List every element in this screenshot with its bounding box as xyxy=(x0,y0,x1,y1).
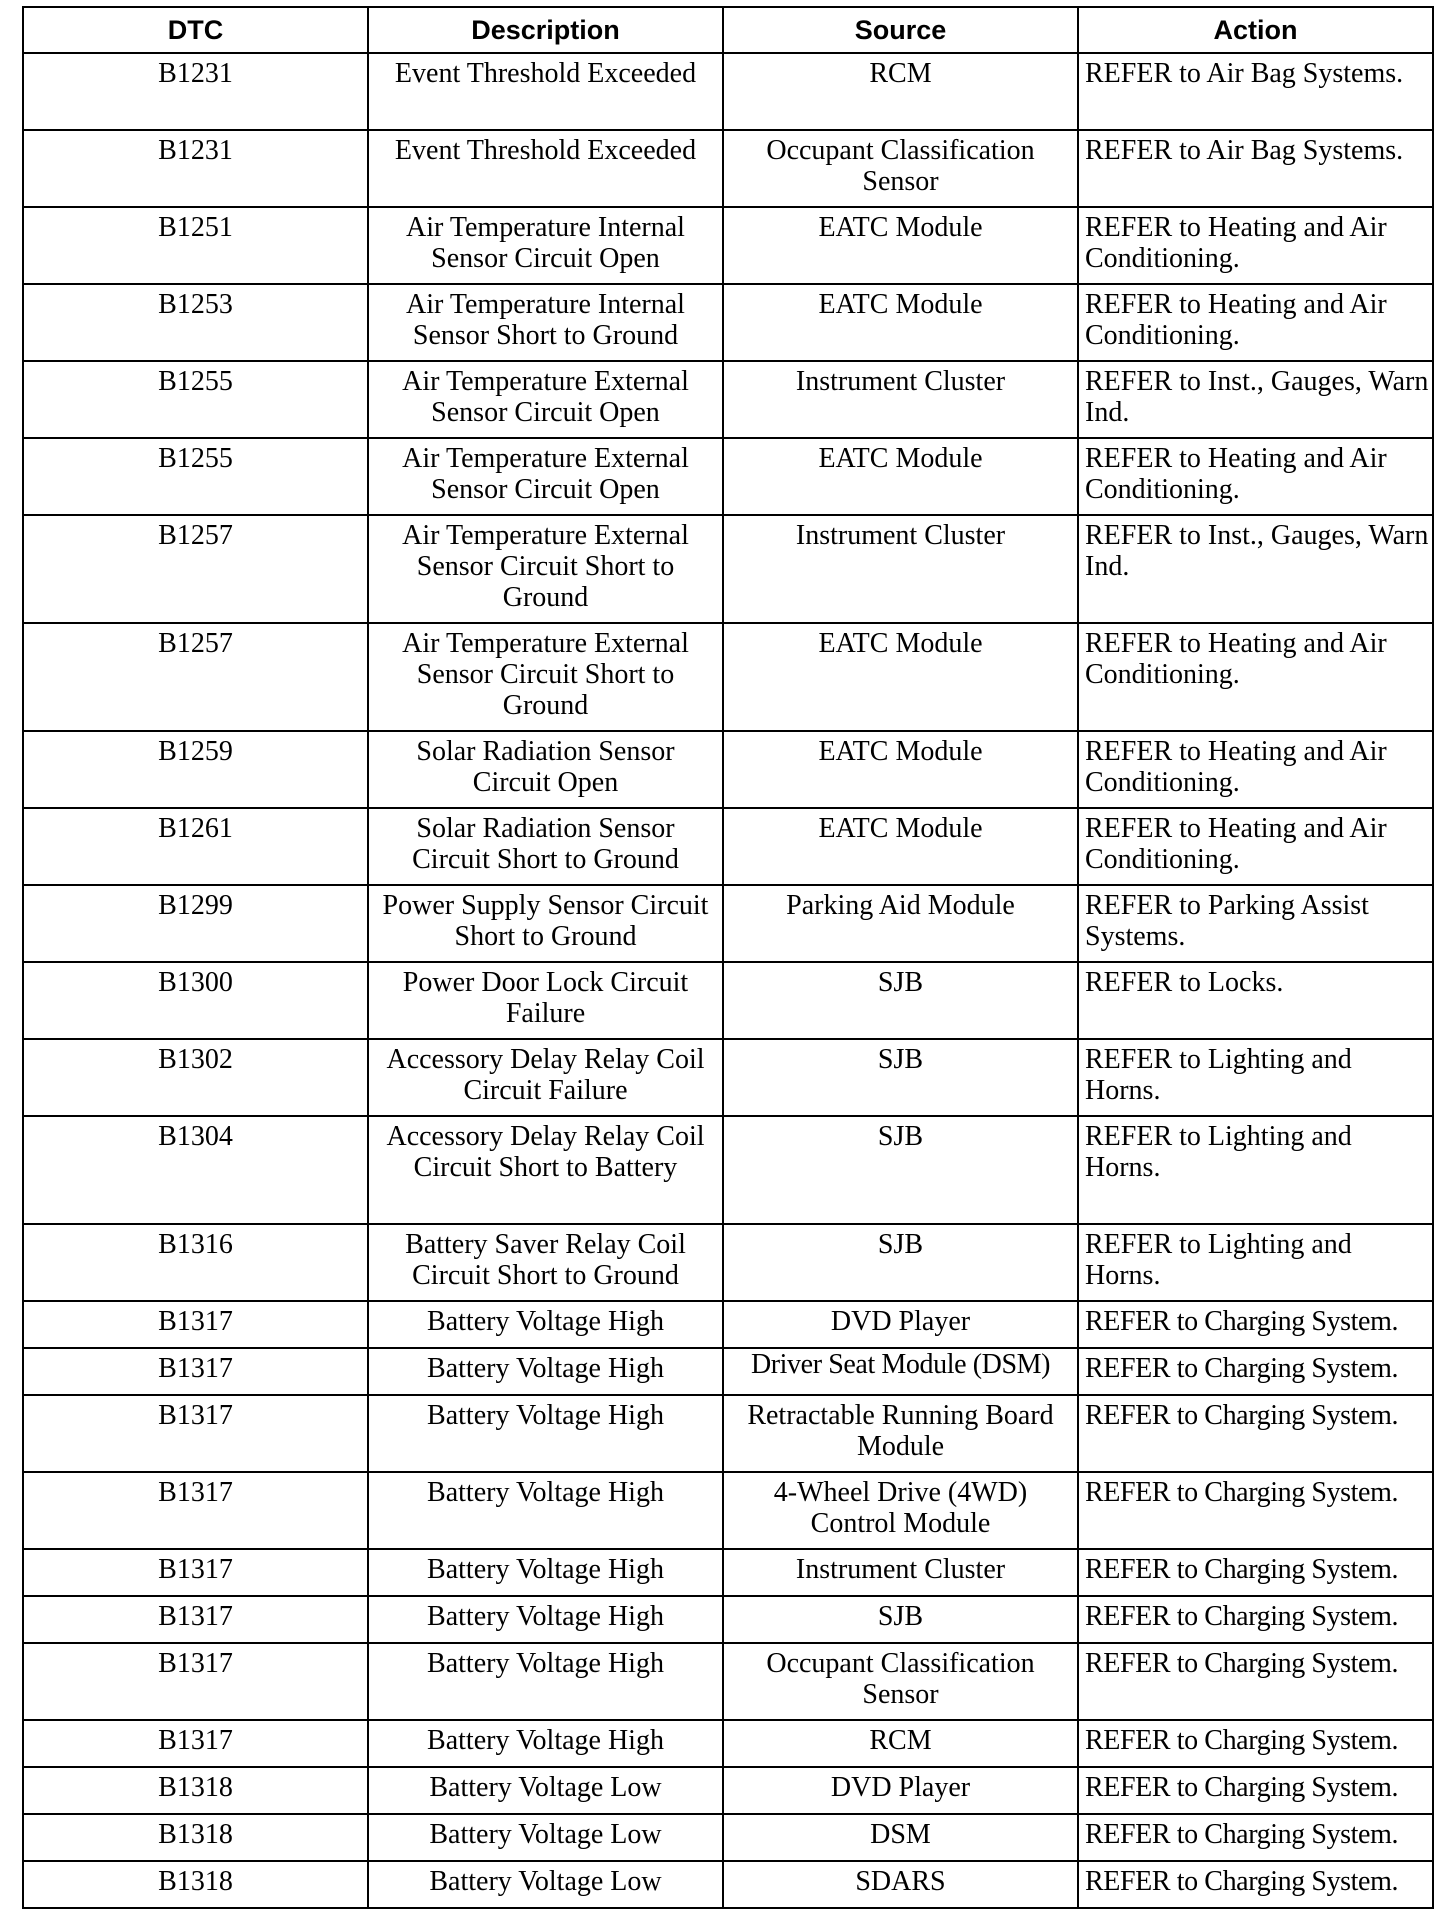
dtc-cell: B1316 xyxy=(23,1224,368,1301)
header-source: Source xyxy=(723,7,1078,53)
dtc-cell: B1317 xyxy=(23,1348,368,1395)
dtc-cell: B1317 xyxy=(23,1643,368,1720)
action-cell: REFER to Charging System. xyxy=(1078,1301,1433,1348)
action-cell: REFER to Heating and Air Conditioning. xyxy=(1078,207,1433,284)
action-cell: REFER to Air Bag Systems. xyxy=(1078,53,1433,130)
table-row xyxy=(23,1116,1433,1224)
table-row xyxy=(23,1348,1433,1395)
description-cell: Event Threshold Exceeded xyxy=(368,53,723,130)
description-cell: Battery Voltage High xyxy=(368,1596,723,1643)
description-cell: Battery Saver Relay Coil Circuit Short to Ground xyxy=(368,1224,723,1301)
source-cell: EATC Module xyxy=(723,623,1078,731)
description-cell: Air Temperature External Sensor Circuit Short to Ground xyxy=(368,623,723,731)
table-row xyxy=(23,284,1433,361)
description-cell: Air Temperature Internal Sensor Circuit Open xyxy=(368,207,723,284)
table-row xyxy=(23,1301,1433,1348)
action-cell: REFER to Locks. xyxy=(1078,962,1433,1039)
action-cell: REFER to Charging System. xyxy=(1078,1348,1433,1395)
table-header xyxy=(23,7,1433,53)
header-row xyxy=(23,7,1433,53)
header-dtc: DTC xyxy=(23,7,368,53)
table-row xyxy=(23,1549,1433,1596)
description-cell: Battery Voltage High xyxy=(368,1301,723,1348)
dtc-cell: B1317 xyxy=(23,1596,368,1643)
table-row xyxy=(23,885,1433,962)
dtc-cell: B1300 xyxy=(23,962,368,1039)
action-cell: REFER to Charging System. xyxy=(1078,1767,1433,1814)
action-cell: REFER to Charging System. xyxy=(1078,1643,1433,1720)
action-cell: REFER to Parking Assist Systems. xyxy=(1078,885,1433,962)
table-row xyxy=(23,361,1433,438)
dtc-cell: B1255 xyxy=(23,361,368,438)
action-cell: REFER to Charging System. xyxy=(1078,1549,1433,1596)
source-cell: RCM xyxy=(723,53,1078,130)
table-row xyxy=(23,731,1433,808)
description-cell: Battery Voltage High xyxy=(368,1348,723,1395)
action-cell: REFER to Inst., Gauges, Warn Ind. xyxy=(1078,515,1433,623)
source-cell: Occupant Classification Sensor xyxy=(723,1643,1078,1720)
table-row xyxy=(23,1814,1433,1861)
description-cell: Air Temperature External Sensor Circuit Open xyxy=(368,361,723,438)
source-cell: EATC Module xyxy=(723,284,1078,361)
source-cell: SJB xyxy=(723,1224,1078,1301)
dtc-cell: B1318 xyxy=(23,1767,368,1814)
dtc-cell: B1257 xyxy=(23,515,368,623)
description-cell: Battery Voltage Low xyxy=(368,1861,723,1908)
dtc-cell: B1253 xyxy=(23,284,368,361)
table-row xyxy=(23,207,1433,284)
action-cell: REFER to Inst., Gauges, Warn Ind. xyxy=(1078,361,1433,438)
action-cell: REFER to Charging System. xyxy=(1078,1720,1433,1767)
table-row xyxy=(23,962,1433,1039)
table-row xyxy=(23,1039,1433,1116)
table-row xyxy=(23,438,1433,515)
table-row xyxy=(23,1472,1433,1549)
dtc-table xyxy=(22,6,1434,1909)
source-cell: SDARS xyxy=(723,1861,1078,1908)
dtc-cell: B1318 xyxy=(23,1861,368,1908)
action-cell: REFER to Heating and Air Conditioning. xyxy=(1078,623,1433,731)
action-cell: REFER to Heating and Air Conditioning. xyxy=(1078,438,1433,515)
dtc-cell: B1261 xyxy=(23,808,368,885)
source-cell: DVD Player xyxy=(723,1301,1078,1348)
table-row xyxy=(23,130,1433,207)
dtc-cell: B1231 xyxy=(23,130,368,207)
dtc-cell: B1317 xyxy=(23,1395,368,1472)
dtc-cell: B1257 xyxy=(23,623,368,731)
source-cell: EATC Module xyxy=(723,438,1078,515)
table-row xyxy=(23,623,1433,731)
source-cell: Driver Seat Module (DSM) xyxy=(723,1348,1078,1395)
description-cell: Battery Voltage Low xyxy=(368,1767,723,1814)
dtc-cell: B1304 xyxy=(23,1116,368,1224)
source-cell: Instrument Cluster xyxy=(723,515,1078,623)
dtc-cell: B1317 xyxy=(23,1549,368,1596)
source-cell: EATC Module xyxy=(723,808,1078,885)
action-cell: REFER to Air Bag Systems. xyxy=(1078,130,1433,207)
source-cell: EATC Module xyxy=(723,207,1078,284)
action-cell: REFER to Heating and Air Conditioning. xyxy=(1078,808,1433,885)
table-row xyxy=(23,1767,1433,1814)
source-cell: SJB xyxy=(723,1116,1078,1224)
table-row xyxy=(23,1720,1433,1767)
source-cell: DVD Player xyxy=(723,1767,1078,1814)
dtc-cell: B1302 xyxy=(23,1039,368,1116)
action-cell: REFER to Lighting and Horns. xyxy=(1078,1116,1433,1224)
table-row xyxy=(23,1395,1433,1472)
dtc-cell: B1259 xyxy=(23,731,368,808)
description-cell: Battery Voltage High xyxy=(368,1549,723,1596)
source-cell: Retractable Running Board Module xyxy=(723,1395,1078,1472)
action-cell: REFER to Charging System. xyxy=(1078,1814,1433,1861)
description-cell: Battery Voltage Low xyxy=(368,1814,723,1861)
source-cell: SJB xyxy=(723,1039,1078,1116)
description-cell: Event Threshold Exceeded xyxy=(368,130,723,207)
description-cell: Battery Voltage High xyxy=(368,1395,723,1472)
table-row xyxy=(23,1643,1433,1720)
source-cell: Parking Aid Module xyxy=(723,885,1078,962)
description-cell: Solar Radiation Sensor Circuit Open xyxy=(368,731,723,808)
dtc-cell: B1317 xyxy=(23,1301,368,1348)
table-row xyxy=(23,515,1433,623)
action-cell: REFER to Charging System. xyxy=(1078,1596,1433,1643)
action-cell: REFER to Lighting and Horns. xyxy=(1078,1224,1433,1301)
header-action: Action xyxy=(1078,7,1433,53)
table-body xyxy=(23,53,1433,1908)
action-cell: REFER to Charging System. xyxy=(1078,1861,1433,1908)
action-cell: REFER to Lighting and Horns. xyxy=(1078,1039,1433,1116)
source-cell: SJB xyxy=(723,1596,1078,1643)
header-description: Description xyxy=(368,7,723,53)
table-row xyxy=(23,53,1433,130)
description-cell: Power Door Lock Circuit Failure xyxy=(368,962,723,1039)
description-cell: Accessory Delay Relay Coil Circuit Failure xyxy=(368,1039,723,1116)
description-cell: Solar Radiation Sensor Circuit Short to Ground xyxy=(368,808,723,885)
description-cell: Air Temperature Internal Sensor Short to Ground xyxy=(368,284,723,361)
description-cell: Air Temperature External Sensor Circuit Open xyxy=(368,438,723,515)
dtc-cell: B1231 xyxy=(23,53,368,130)
action-cell: REFER to Heating and Air Conditioning. xyxy=(1078,731,1433,808)
source-cell: SJB xyxy=(723,962,1078,1039)
dtc-cell: B1317 xyxy=(23,1472,368,1549)
source-cell: Occupant Classification Sensor xyxy=(723,130,1078,207)
dtc-cell: B1299 xyxy=(23,885,368,962)
source-cell: DSM xyxy=(723,1814,1078,1861)
dtc-cell: B1255 xyxy=(23,438,368,515)
description-cell: Battery Voltage High xyxy=(368,1720,723,1767)
source-cell: Instrument Cluster xyxy=(723,361,1078,438)
description-cell: Air Temperature External Sensor Circuit Short to Ground xyxy=(368,515,723,623)
source-cell: EATC Module xyxy=(723,731,1078,808)
description-cell: Battery Voltage High xyxy=(368,1643,723,1720)
dtc-cell: B1317 xyxy=(23,1720,368,1767)
table-row xyxy=(23,1224,1433,1301)
table-row xyxy=(23,808,1433,885)
source-cell: Instrument Cluster xyxy=(723,1549,1078,1596)
description-cell: Accessory Delay Relay Coil Circuit Short to Battery xyxy=(368,1116,723,1224)
description-cell: Battery Voltage High xyxy=(368,1472,723,1549)
dtc-cell: B1318 xyxy=(23,1814,368,1861)
action-cell: REFER to Charging System. xyxy=(1078,1472,1433,1549)
action-cell: REFER to Heating and Air Conditioning. xyxy=(1078,284,1433,361)
table-row xyxy=(23,1861,1433,1908)
description-cell: Power Supply Sensor Circuit Short to Ground xyxy=(368,885,723,962)
source-cell: RCM xyxy=(723,1720,1078,1767)
dtc-cell: B1251 xyxy=(23,207,368,284)
table-row xyxy=(23,1596,1433,1643)
action-cell: REFER to Charging System. xyxy=(1078,1395,1433,1472)
source-cell: 4-Wheel Drive (4WD) Control Module xyxy=(723,1472,1078,1549)
